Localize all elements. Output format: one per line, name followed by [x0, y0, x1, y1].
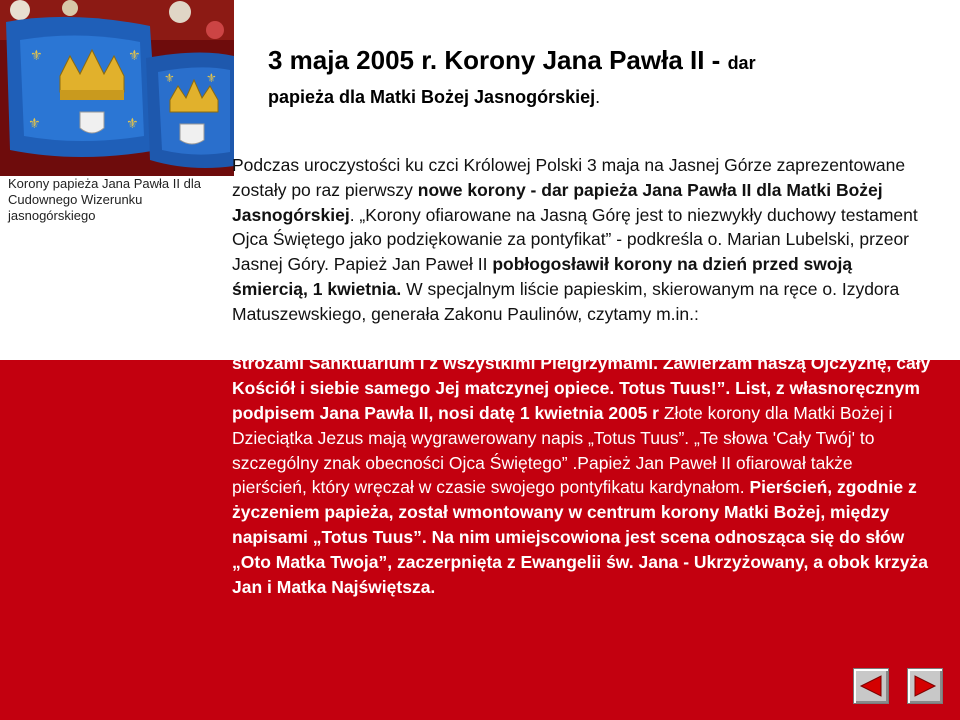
svg-text:⚜: ⚜	[28, 116, 41, 132]
body-bold-4: Pierścień, zgodnie z życzeniem papieża, został wmontowany w centrum korony Matki Bożej, między napisami „Totus Tuus”. Na nim umiejscowiona jest scena odnosząca się do słów „Oto Matka Twoja”, zaczerpnięta z Ewangelii św. Jana - Ukrzyżowany, a obok krzyża Jan i Matka Najświętsza.	[232, 477, 928, 597]
body-text-2: . „Korony ofiarowane na Jasną Górę jest to niezwykły duchowy testament Ojca Świętego jako podziękowanie za pontyfikat” - podkreśla o. Marian Lubelski, przeor Jasnej Góry. Papież Jan Paweł II	[232, 204, 918, 275]
triangle-right-icon	[913, 675, 937, 697]
svg-text:⚜: ⚜	[206, 71, 217, 85]
svg-text:⚜: ⚜	[30, 48, 43, 64]
svg-text:⚜: ⚜	[126, 116, 139, 132]
title-period: .	[595, 87, 601, 107]
previous-slide-button[interactable]	[853, 668, 889, 704]
body-bold-1: nowe korony - dar papieża Jana Pawła II dla Matki Bożej Jasnogórskiej	[232, 179, 883, 225]
title-main: 3 maja 2005 r. Korony Jana Pawła II -	[268, 45, 728, 75]
body-bold-3: „Błogosławię i ofiarowuję nowe korony dla Jasnogórskiego Wizerunku, jednocząc się w duchu z paulinami, stróżami Sanktuarium i z wszystkimi Pielgrzymami. Zawierzam naszą Ojczyznę, cały Kościół i siebie samego Jej matczynej opiece. Totus Tuus!”. List, z własnoręcznym podpisem Jana Pawła II, nosi datę 1 kwietnia 2005 r	[232, 303, 931, 423]
title-sub-part-1: dar	[727, 53, 756, 73]
svg-text:⚜: ⚜	[128, 48, 141, 64]
triangle-left-icon	[859, 675, 883, 697]
crowns-photo	[0, 0, 234, 176]
body-text-1: Podczas uroczystości ku czci Królowej Polski 3 maja na Jasnej Górze zaprezentowane zostały po raz pierwszy	[232, 155, 906, 200]
body-bold-2: pobłogosławił korony na dzień przed swoją śmiercią, 1 kwietnia.	[232, 254, 853, 299]
svg-text:⚜: ⚜	[164, 71, 175, 85]
photo-caption: Korony papieża Jana Pawła II dla Cudownego Wizerunku jasnogórskiego	[8, 176, 201, 223]
body-text-4: Złote korony dla Matki Bożej i Dzieciątka Jezus mają wygrawerowany napis „Totus Tuus”. „Te słowa 'Cały Twój' to szczególny znak obecności Ojca Świętego” .Papież Jan Paweł II ofiarował także pierścień, który wręczał w czasie swojego pontyfikatu kardynałom.	[232, 402, 893, 498]
slide-body-text	[232, 153, 932, 599]
title-sub-part-2: papieża dla Matki Bożej Jasnogórskiej	[268, 87, 596, 107]
next-slide-button[interactable]	[907, 668, 943, 704]
body-text-3: W specjalnym liście papieskim, skierowanym na ręce o. Izydora Matuszewskiego, generała Zakonu Paulinów, czytamy m.in.:	[232, 278, 900, 324]
slide-title	[268, 38, 928, 112]
